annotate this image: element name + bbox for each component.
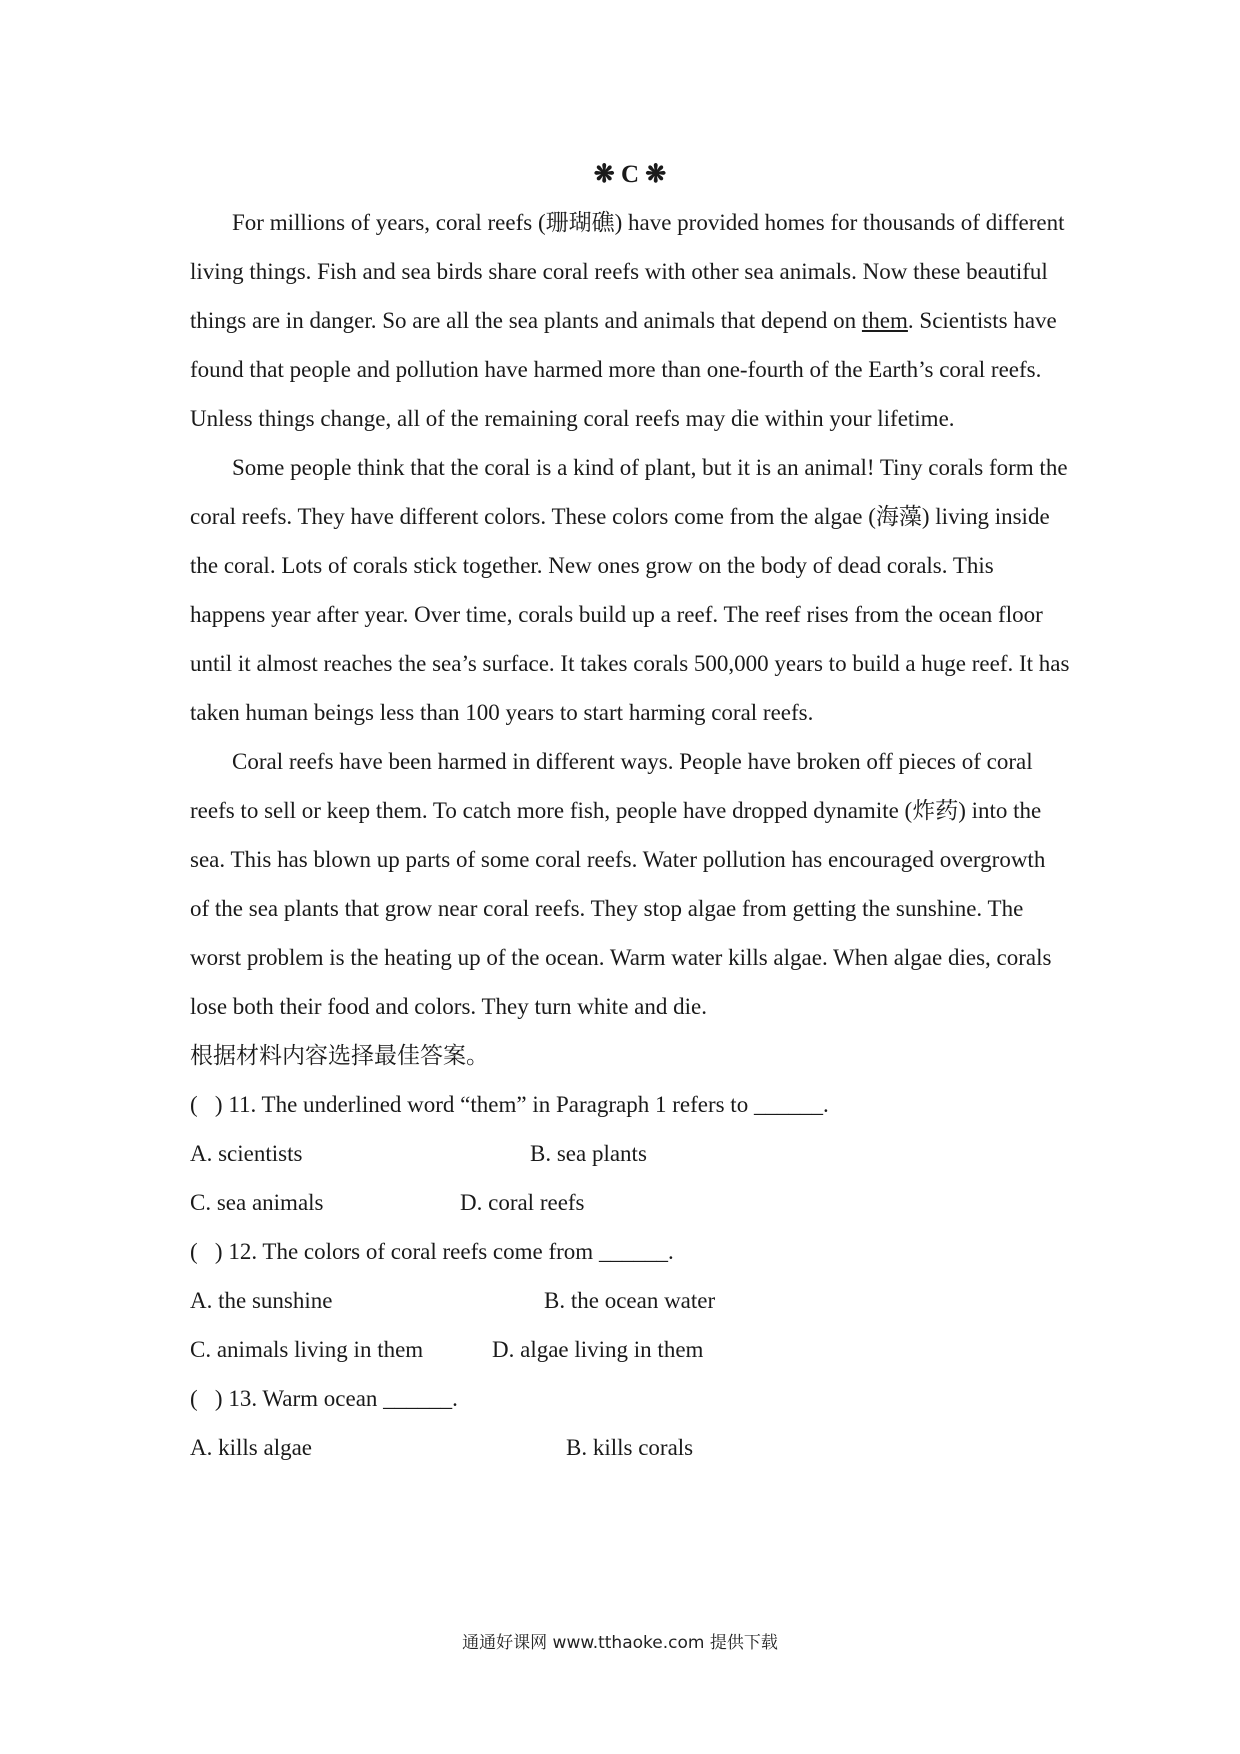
option-b: B. sea plants [530, 1141, 647, 1166]
section-heading: ❋ C ❋ [593, 161, 667, 188]
question-13-options-row-1 [190, 1423, 1070, 1472]
question-12-stem: ( ) 12. The colors of coral reefs come from ______. [190, 1239, 674, 1264]
paragraph-3: Coral reefs have been harmed in different ways. People have broken off pieces of coral reefs to sell or keep them. To catch more fish, people have dropped dynamite (炸药) into the sea. This has blown up parts of some coral reefs. Water pollution has encouraged overgrowth of the sea plants that grow near coral reefs. They stop algae from getting the sunshine. The worst problem is the heating up of the ocean. Warm water kills algae. When algae dies, corals lose both their food and colors. They turn white and die. [190, 749, 1052, 1019]
option-b: B. the ocean water [544, 1288, 716, 1313]
paragraph-1 [190, 198, 1070, 443]
option-d: D. coral reefs [460, 1190, 585, 1215]
option-c: C. animals living in them [190, 1337, 424, 1362]
option-d: D. algae living in them [492, 1337, 704, 1362]
question-12-options-row-1 [190, 1276, 1070, 1325]
question-12-options-row-2 [190, 1325, 1070, 1374]
question-11-options-row-2 [190, 1178, 1070, 1227]
page-content [190, 160, 1070, 1472]
footer-watermark: 通通好课网 www.tthaoke.com 提供下载 [462, 1633, 778, 1653]
question-11-options-row-1 [190, 1129, 1070, 1178]
question-11-stem: ( ) 11. The underlined word “them” in Paragraph 1 refers to ______. [190, 1092, 829, 1117]
option-b: B. kills corals [566, 1435, 694, 1460]
paragraph-1-text-a: For millions of years, coral reefs (珊瑚礁) have provided homes for thousands of different living things. Fish and sea birds share coral reefs with other sea animals. Now these beautiful things are in danger. So are all the sea plants and animals that depend on [190, 210, 1065, 333]
option-a: A. the sunshine [190, 1288, 333, 1313]
paragraph-1-text-b: . Scientists have found that people and pollution have harmed more than one-fourth of the Earth’s coral reefs. Unless things change, all of the remaining coral reefs may die within your lifetime. [190, 308, 1057, 431]
option-a: A. kills algae [190, 1435, 312, 1460]
paragraph-2: Some people think that the coral is a kind of plant, but it is an animal! Tiny corals form the coral reefs. They have different colors. These colors come from the algae (海藻) living inside the coral. Lots of corals stick together. New ones grow on the body of dead corals. This happens year after year. Over time, corals build up a reef. The reef rises from the ocean floor until it almost reaches the sea’s surface. It takes corals 500,000 years to build a huge reef. It has taken human beings less than 100 years to start harming coral reefs. [190, 455, 1070, 725]
underlined-word: them [861, 308, 908, 333]
instruction-text: 根据材料内容选择最佳答案。 [190, 1043, 489, 1068]
option-a: A. scientists [190, 1141, 303, 1166]
question-13-stem: ( ) 13. Warm ocean ______. [190, 1386, 458, 1411]
option-c: C. sea animals [190, 1190, 324, 1215]
